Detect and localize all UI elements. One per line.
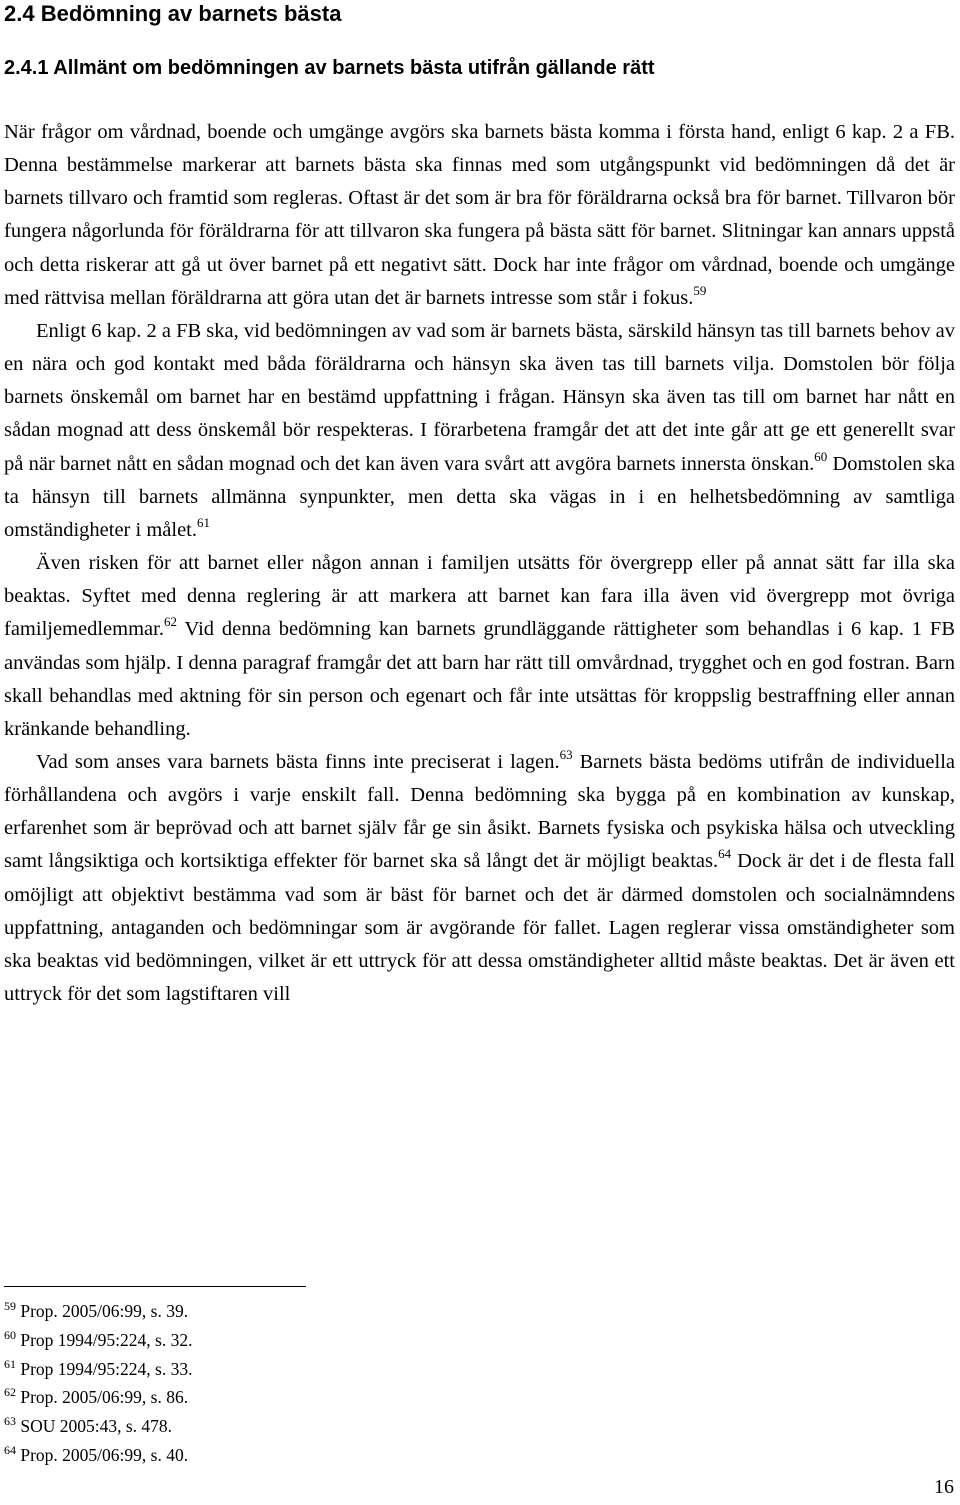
paragraph-3 [4,547,955,746]
footnote-number: 61 [4,1356,16,1371]
footnotes [4,1297,604,1470]
paragraph-3-text-b: Vid denna bedömning kan barnets grundläggande rättigheter som behandlas i 6 kap. 1 FB användas som hjälp. I denna paragraf framgår det att barn har rätt till omvårdnad, trygghet och en god fostran. Barn skall behandlas med aktning för sin person och egenart och får inte utsättas för kroppslig bestraffning eller annan kränkande behandling. [4,618,955,740]
paragraph-1 [4,116,955,315]
footnote-text: SOU 2005:43, s. 478. [16,1416,173,1437]
footnote-number: 62 [4,1385,16,1400]
footnote-text: Prop. 2005/06:99, s. 39. [16,1301,189,1321]
footnote-number: 60 [4,1327,16,1342]
paragraph-4 [4,746,955,1011]
paragraph-3-text-a: Även risken för att barnet eller någon annan i familjen utsätts för övergrepp eller på annat sätt far illa ska beaktas. Syftet med denna reglering är att markera att barnet kan fara illa även vid övergrepp mot övriga familjemedlemmar. [4,552,955,641]
footnote-number: 59 [4,1299,16,1313]
footnote-text: Prop 1994/95:224, s. 32. [16,1329,193,1350]
footnote-62 [4,1383,604,1412]
paragraph-1-text: När frågor om vårdnad, boende och umgänge avgörs ska barnets bästa komma i första hand, enligt 6 kap. 2 a FB. Denna bestämmelse markerar att barnets bästa ska finnas med som utgångspunkt vid bedömningen då det är barnets tillvaro och framtid som regleras. Oftast är det som är bra för föräldrarna också bra för barnet. Tillvaron bör fungera någorlunda för föräldrarna för att tillvaron ska fungera på bästa sätt för barnet. Slitningar kan annars uppstå och detta riskerar att gå ut över barnet på ett negativt sätt. Dock har inte frågor om vårdnad, boende och umgänge med rättvisa mellan föräldrarna att göra utan det är barnets intresse som står i fokus. [4,121,955,309]
footnote-text: Prop. 2005/06:99, s. 86. [16,1387,189,1408]
footnote-text: Prop. 2005/06:99, s. 40. [16,1444,189,1465]
paragraph-4-text-c: Dock är det i de flesta fall omöjligt att objektivt bestämma vad som är bäst för barnet och det är därmed domstolen och socialnämndens uppfattning, antaganden och bedömningar som är avgörande för fallet. Lagen reglerar vissa omständigheter som ska beaktas vid bedömningen, vilket är ett uttryck för att dessa omständigheter alltid måste beaktas. Det är även ett uttryck för det som lagstiftaren vill [4,850,955,1006]
body-text [4,116,955,1011]
footnote-separator [4,1286,306,1287]
paragraph-4-text-a: Vad som anses vara barnets bästa finns inte preciserat i lagen. [36,750,560,773]
footnote-63 [4,1412,604,1441]
section-heading: 2.4 Bedömning av barnets bästa [4,1,342,26]
paragraph-2-text-a: Enligt 6 kap. 2 a FB ska, vid bedömningen av vad som är barnets bästa, särskild hänsyn tas till barnets behov av en nära och god kontakt med båda föräldrarna och hänsyn ska även tas till barnets vilja. Domstolen bör följa barnets önskemål om barnet har en bestämd uppfattning i frågan. Hänsyn ska även tas till om barnet har nått en sådan mognad att dess önskemål bör respekteras. I förarbetena framgår det att det inte går att ge ett generellt svar på när barnet nått en sådan mognad och det kan även vara svårt att avgöra barnets innersta önskan. [4,319,955,475]
paragraph-2-text-b: Domstolen ska ta hänsyn till barnets allmänna synpunkter, men detta ska vägas in i en helhetsbedömning av samtliga omständigheter i målet. [4,452,955,541]
footnote-ref-64: 64 [718,846,732,862]
footnote-ref-62: 62 [163,614,177,630]
footnote-ref-60: 60 [814,448,828,464]
footnote-ref-61: 61 [197,514,210,530]
paragraph-2 [4,315,955,547]
subsection-heading: 2.4.1 Allmänt om bedömningen av barnets bästa utifrån gällande rätt [4,57,655,79]
footnote-text: Prop 1994/95:224, s. 33. [16,1358,193,1379]
footnote-ref-59: 59 [693,282,707,298]
footnote-ref-63: 63 [559,746,573,762]
footnote-60 [4,1326,604,1355]
paragraph-4-text-b: Barnets bästa bedöms utifrån de individuella förhållandena och avgörs i varje enskilt fall. Denna bedömning ska bygga på en kombination av kunskap, erfarenhet som är beprövad och att barnet själv får ge sin åsikt. Barnets fysiska och psykiska hälsa och utveckling samt långsiktiga och kortsiktiga effekter för barnet ska så långt det är möjligt beaktas. [4,750,955,873]
footnote-number: 64 [4,1442,16,1457]
footnote-number: 63 [4,1414,16,1429]
footnote-61 [4,1355,604,1384]
page-number: 16 [934,1476,954,1498]
footnote-64 [4,1441,604,1470]
footnote-59 [4,1297,604,1326]
